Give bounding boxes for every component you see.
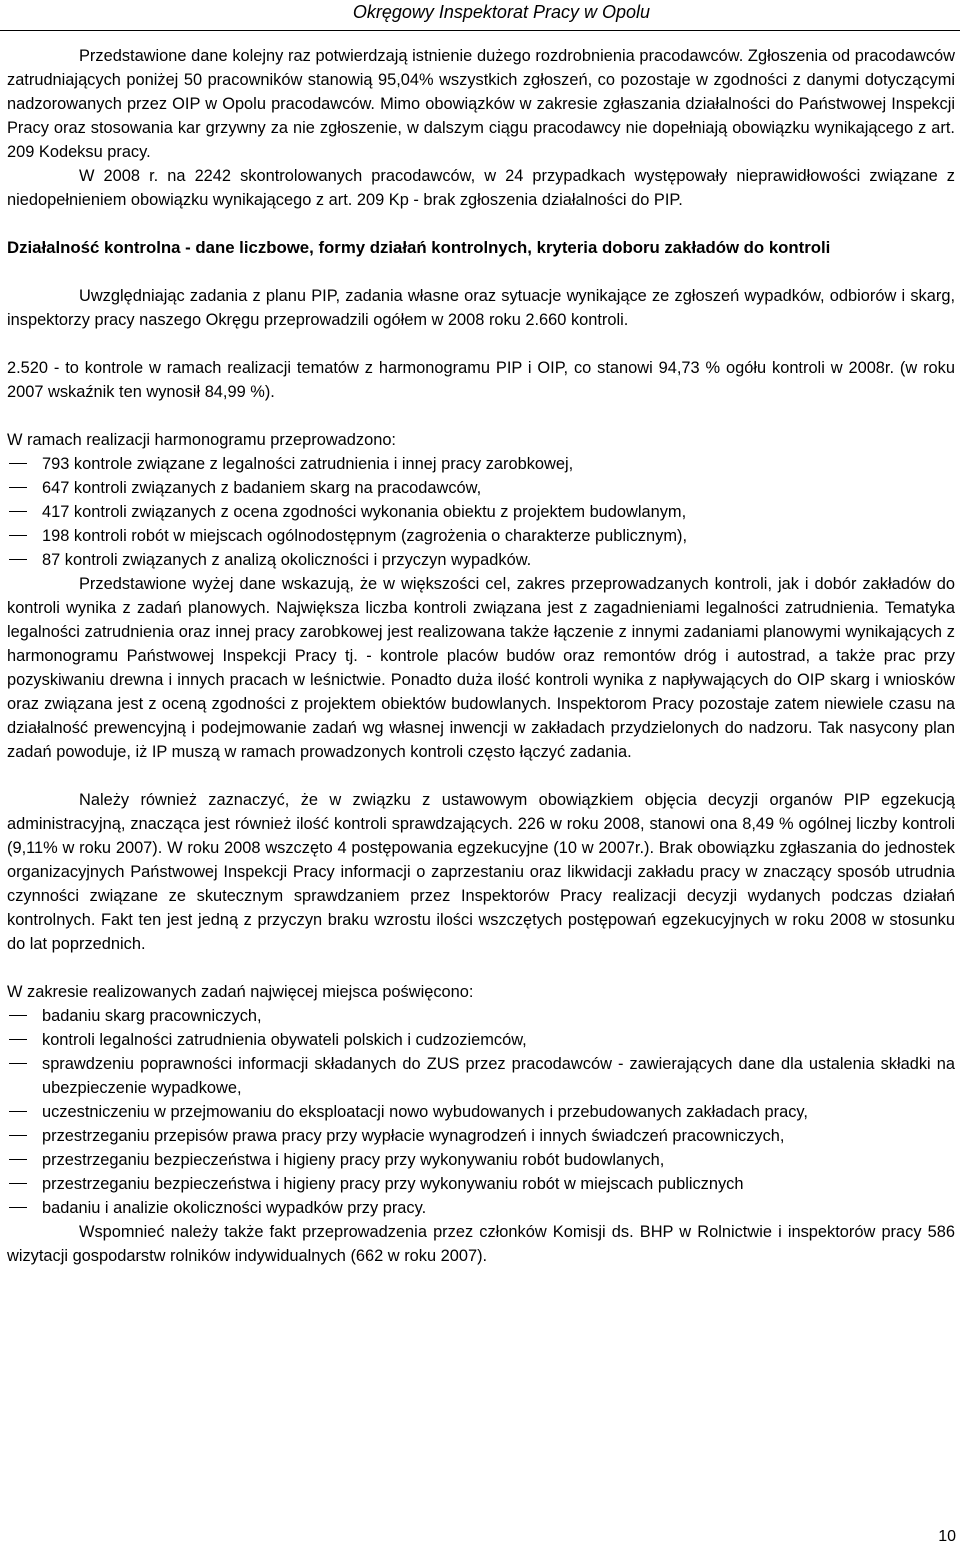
list-item [7, 1004, 955, 1028]
list-item-text: przestrzeganiu bezpieczeństwa i higieny pracy przy wykonywaniu robót w miejscach publicznych [42, 1175, 744, 1193]
paragraph-harmonogram-share: 2.520 - to kontrole w ramach realizacji tematów z harmonogramu PIP i OIP, co stanowi 94,73 % ogółu kontroli w 2008r. (w roku 2007 wskaźnik ten wynosił 84,99 %). [7, 359, 955, 401]
list-item-text: kontroli legalności zatrudnienia obywateli polskich i cudzoziemców, [42, 1031, 527, 1049]
paragraph-2008-irregularities: W 2008 r. na 2242 skontrolowanych pracodawców, w 24 przypadkach występowały nieprawidłowości związane z niedopełnieniem obowiązku wynikającego z art. 209 Kp - brak zgłoszenia działalności do PIP. [7, 167, 955, 209]
list-item [7, 1052, 955, 1100]
section-heading: Działalność kontrolna - dane liczbowe, formy działań kontrolnych, kryteria doboru zakładów do kontroli [7, 238, 831, 257]
list-item-text: 87 kontroli związanych z analizą okoliczności i przyczyn wypadków. [42, 551, 532, 569]
running-header: Okręgowy Inspektorat Pracy w Opolu [352, 2, 650, 22]
tasks-list [7, 1004, 955, 1220]
dash-bullet-icon [9, 463, 27, 464]
dash-bullet-icon [9, 1183, 27, 1184]
page-number: 10 [938, 1528, 956, 1545]
list-item-text: sprawdzeniu poprawności informacji składanych do ZUS przez pracodawców - zawierających dane dla ustalenia składki na ubezpieczenie wypadkowe, [42, 1055, 955, 1097]
dash-bullet-icon [9, 1111, 27, 1112]
paragraph-planned-tasks: Przedstawione wyżej dane wskazują, że w większości cel, zakres przeprowadzanych kontroli, jak i dobór zakładów do kontroli wynika z zadań planowych. Największa liczba kontroli związana jest z zagadnieniami legalności zatrudnienia. Tematyka legalności zatrudnienia oraz innej pracy zarobkowej jest realizowana także łączenie z innymi zadaniami planowymi wynikających z harmonogramu Państwowej Inspekcji Pracy tj. - kontrole placów budów oraz remontów dróg i autostrad, a także prac przy pozyskiwaniu drewna i innych pracach w leśnictwie. Ponadto duża ilość kontroli wynika z napływających do OIP skarg i wniosków oraz związana jest z oceną zgodności z projektem obiektów budowlanych. Inspektorom Pracy pozostaje zatem niewiele czasu na działalność prewencyjną i podejmowanie zadań wg własnej inwencji w zakładach przydzielonych do nadzoru. Tak nasycony plan zadań powoduje, iż IP muszą w ramach prowadzonych kontroli często łączyć zadania. [7, 575, 955, 761]
dash-bullet-icon [9, 1135, 27, 1136]
dash-bullet-icon [9, 1015, 27, 1016]
dash-bullet-icon [9, 1063, 27, 1064]
list-item-text: 647 kontroli związanych z badaniem skarg na pracodawców, [42, 479, 482, 497]
list-item [7, 500, 955, 524]
list-item-text: uczestniczeniu w przejmowaniu do eksploatacji nowo wybudowanych i przebudowanych zakładach pracy, [42, 1103, 808, 1121]
dash-bullet-icon [9, 511, 27, 512]
dash-bullet-icon [9, 1039, 27, 1040]
dash-bullet-icon [9, 487, 27, 488]
header-divider [0, 30, 960, 31]
list-item [7, 452, 955, 476]
list-item-text: badaniu i analizie okoliczności wypadków przy pracy. [42, 1199, 427, 1217]
list-item-text: przestrzeganiu przepisów prawa pracy przy wypłacie wynagrodzeń i innych świadczeń pracowniczych, [42, 1127, 785, 1145]
list-item-text: badaniu skarg pracowniczych, [42, 1007, 262, 1025]
list-item [7, 1124, 955, 1148]
paragraph-total-inspections: Uwzględniając zadania z planu PIP, zadania własne oraz sytuacje wynikające ze zgłoszeń wypadków, odbiorów i skarg, inspektorzy pracy naszego Okręgu przeprowadzili ogółem w 2008 roku 2.660 kontroli. [7, 287, 955, 329]
paragraph-harmonogram-intro: W ramach realizacji harmonogramu przeprowadzono: [7, 431, 396, 449]
dash-bullet-icon [9, 1207, 27, 1208]
list-item [7, 1172, 955, 1196]
list-item-text: przestrzeganiu bezpieczeństwa i higieny pracy przy wykonywaniu robót budowlanych, [42, 1151, 665, 1169]
paragraph-tasks-intro: W zakresie realizowanych zadań najwięcej miejsca poświęcono: [7, 983, 474, 1001]
document-body [7, 44, 955, 1268]
list-item-text: 417 kontroli związanych z ocena zgodności wykonania obiektu z projektem budowlanym, [42, 503, 687, 521]
list-item-text: 198 kontroli robót w miejscach ogólnodostępnym (zagrożenia o charakterze publicznym), [42, 527, 688, 545]
paragraph-agriculture-visits: Wspomnieć należy także fakt przeprowadzenia przez członków Komisji ds. BHP w Rolnictwie i inspektorów pracy 586 wizytacji gospodarstw rolników indywidualnych (662 w roku 2007). [7, 1223, 955, 1265]
dash-bullet-icon [9, 1159, 27, 1160]
paragraph-employer-registrations: Przedstawione dane kolejny raz potwierdzają istnienie dużego rozdrobnienia pracodawców. Zgłoszenia od pracodawców zatrudniających poniżej 50 pracowników stanowią 95,04% wszystkich zgłoszeń, co pozostaje w zgodności z danymi dotyczącymi nadzorowanych przez OIP w Opolu pracodawców. Mimo obowiązków w zakresie zgłaszania działalności do Państwowej Inspekcji Pracy oraz stosowania kar grzywny za nie zgłoszenie, w dalszym ciągu pracodawcy nie dopełniają obowiązku wynikającego z art. 209 Kodeksu pracy. [7, 47, 955, 161]
list-item [7, 548, 955, 572]
dash-bullet-icon [9, 535, 27, 536]
list-item [7, 1100, 955, 1124]
list-item [7, 1196, 955, 1220]
paragraph-enforcement: Należy również zaznaczyć, że w związku z ustawowym obowiązkiem objęcia decyzji organów PIP egzekucją administracyjną, znacząca jest również ilość kontroli sprawdzających. 226 w roku 2008, stanowi ona 8,49 % ogólnej liczby kontroli (9,11% w roku 2007). W roku 2008 wszczęto 4 postępowania egzekucyjne (10 w 2007r.). Brak obowiązku zgłaszania do jednostek organizacyjnych Państwowej Inspekcji Pracy informacji o zaprzestaniu oraz likwidacji zakładu pracy w znaczący sposób utrudnia czynności związane ze skutecznym sprawdzaniem przez Inspektorów Pracy realizacji decyzji wydanych podczas działań kontrolnych. Fakt ten jest jedną z przyczyn braku wzrostu ilości wszczętych postępowań egzekucyjnych w roku 2008 w stosunku do lat poprzednich. [7, 791, 955, 953]
list-item [7, 476, 955, 500]
harmonogram-list [7, 452, 955, 572]
list-item [7, 1028, 955, 1052]
list-item-text: 793 kontrole związane z legalności zatrudnienia i innej pracy zarobkowej, [42, 455, 574, 473]
list-item [7, 524, 955, 548]
dash-bullet-icon [9, 559, 27, 560]
list-item [7, 1148, 955, 1172]
